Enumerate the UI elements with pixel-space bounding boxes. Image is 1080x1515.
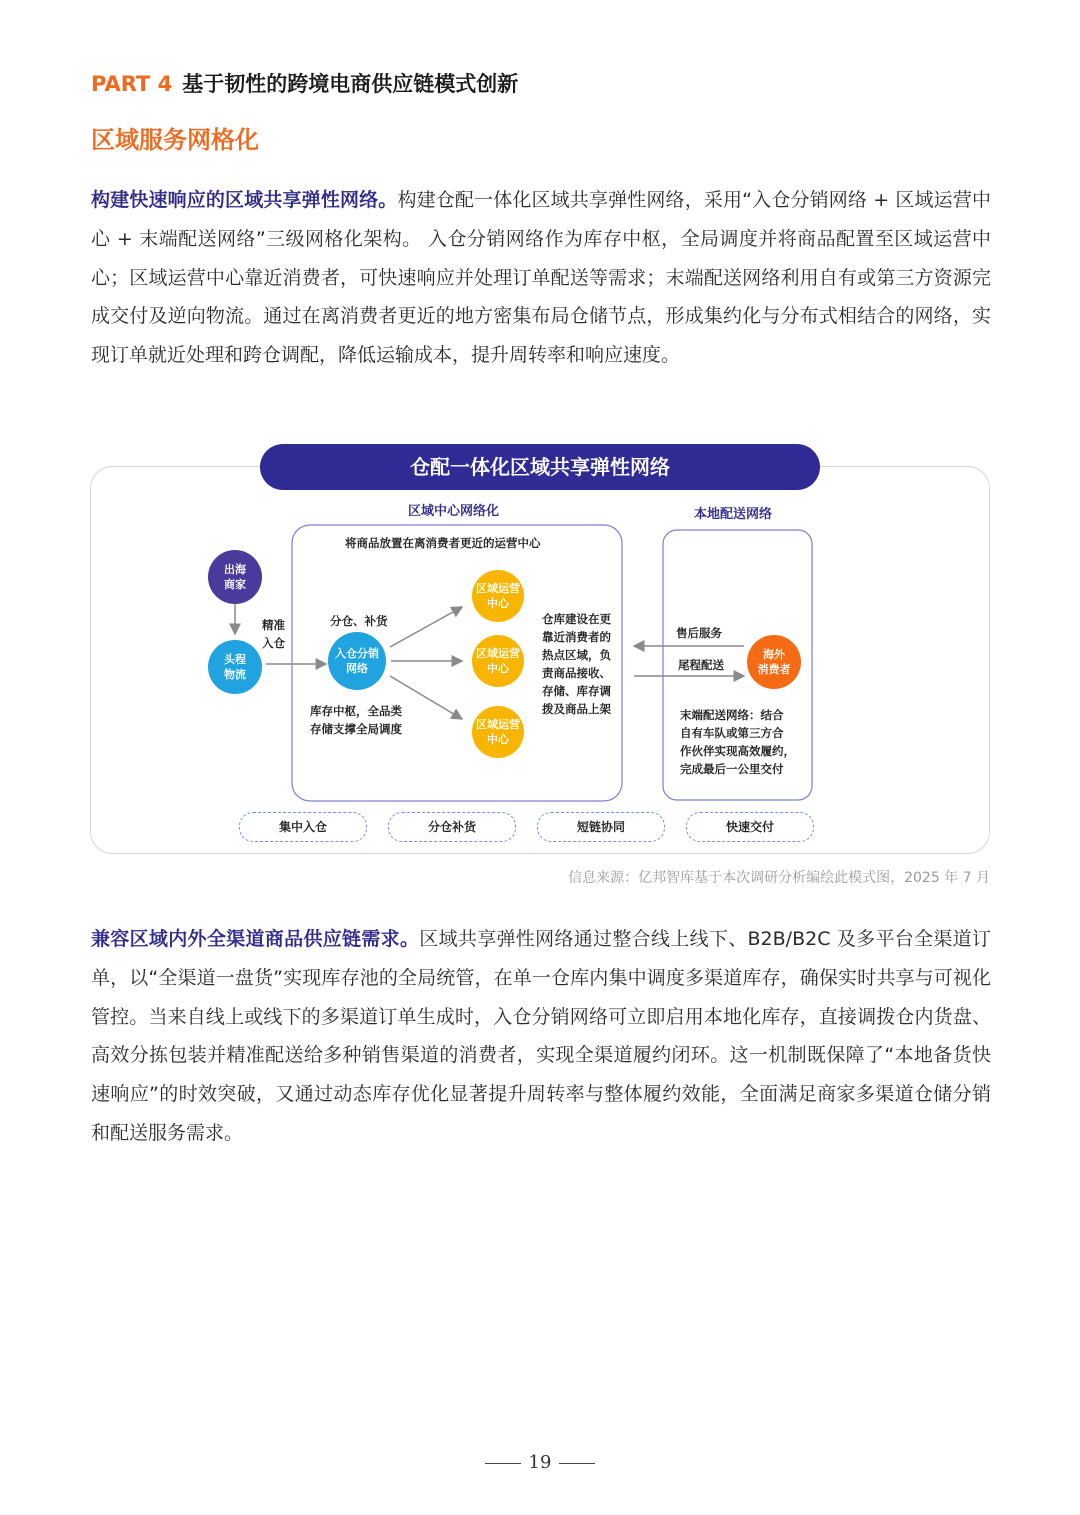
pill-fast-delivery: 快速交付 — [686, 812, 814, 842]
rdc-node-top: 区域运营 中心 — [472, 570, 524, 622]
network-diagram — [90, 444, 990, 854]
pill-split-replenish: 分仓补货 — [388, 812, 516, 842]
after-sales-label: 售后服务 — [676, 626, 722, 640]
pill-short-chain: 短链协同 — [537, 812, 665, 842]
inbound-label: 精准 入仓 — [262, 618, 285, 650]
paragraph-1-body: 构建仓配一体化区域共享弹性网络，采用“入仓分销网络 + 区域运营中心 + 末端配送网络”三级网格化架构。 入仓分销网络作为库存中枢，全局调度并将商品配置至区域运营中心；区域运营中心靠近消费者，可快速响应并处理订单配送等需求；末端配送网络利用自有或第三方资源完成交付及逆向物流。通过在离消费者更近的地方密集布局仓储节点，形成集约化与分布式相结合的网络，实现订单就近处理和跨仓调配，降低运输成本，提升周转率和响应速度。 — [91, 189, 991, 367]
hub-node: 入仓分销 网络 — [328, 632, 386, 690]
consumer-node: 海外 消费者 — [747, 635, 801, 689]
paragraph-2 — [91, 920, 991, 1153]
rdc-node-bottom: 区域运营 中心 — [472, 706, 524, 758]
split-label: 分仓、补货 — [330, 614, 388, 628]
merchant-node: 出海 商家 — [208, 550, 262, 604]
chapter-header — [91, 68, 518, 98]
warehouse-description: 仓库建设在更 靠近消费者的 热点区域，负 责商品接收、 存储、库存调 拨及商品上架 — [542, 612, 611, 716]
page-number: 19 — [528, 1452, 552, 1473]
hub-description: 库存中枢，全品类 存储支撑全局调度 — [310, 704, 402, 736]
paragraph-2-lead: 兼容区域内外全渠道商品供应链需求。 — [91, 928, 420, 950]
region-subtitle: 将商品放置在离消费者更近的运营中心 — [345, 536, 541, 550]
paragraph-1 — [91, 181, 991, 375]
paragraph-1-lead: 构建快速响应的区域共享弹性网络。 — [91, 189, 398, 211]
footer-rule-right — [559, 1463, 595, 1464]
footer-rule-left — [485, 1463, 521, 1464]
chapter-title: 基于韧性的跨境电商供应链模式创新 — [182, 72, 519, 96]
section-title: 区域服务网格化 — [91, 126, 259, 154]
last-mile-description: 末端配送网络：结合 自有车队或第三方合 作伙伴实现高效履约， 完成最后一公里交付 — [680, 708, 795, 776]
paragraph-2-body: 区域共享弹性网络通过整合线上线下、B2B/B2C 及多平台全渠道订单，以“全渠道一盘货”实现库存池的全局统管，在单一仓库内集中调度多渠道库存，确保实时共享与可视化管控。当来自线上或线下的多渠道订单生成时，入仓分销网络可立即启用本地化库存，直接调拨仓内货盘、高效分拣包装并精准配送给多种销售渠道的消费者，实现全渠道履约闭环。这一机制既保障了“本地备货快速响应”的时效突破，又通过动态库存优化显著提升周转率与整体履约效能，全面满足商家多渠道仓储分销和配送服务需求。 — [91, 928, 991, 1144]
part-label: PART 4 — [91, 72, 173, 96]
pill-central-inbound: 集中入仓 — [239, 812, 367, 842]
diagram-banner: 仓配一体化区域共享弹性网络 — [260, 444, 820, 490]
region-title: 区域中心网络化 — [408, 504, 500, 519]
local-title: 本地配送网络 — [694, 507, 773, 522]
logistics-node: 头程 物流 — [208, 640, 262, 694]
source-note: 信息来源：亿邦智库基于本次调研分析编绘此模式图，2025 年 7 月 — [568, 870, 990, 886]
page-footer — [0, 1452, 1080, 1473]
rdc-node-middle: 区域运营 中心 — [472, 635, 524, 687]
last-mile-label: 尾程配送 — [678, 658, 724, 672]
arrow-hub-to-rdc-top — [390, 607, 462, 647]
